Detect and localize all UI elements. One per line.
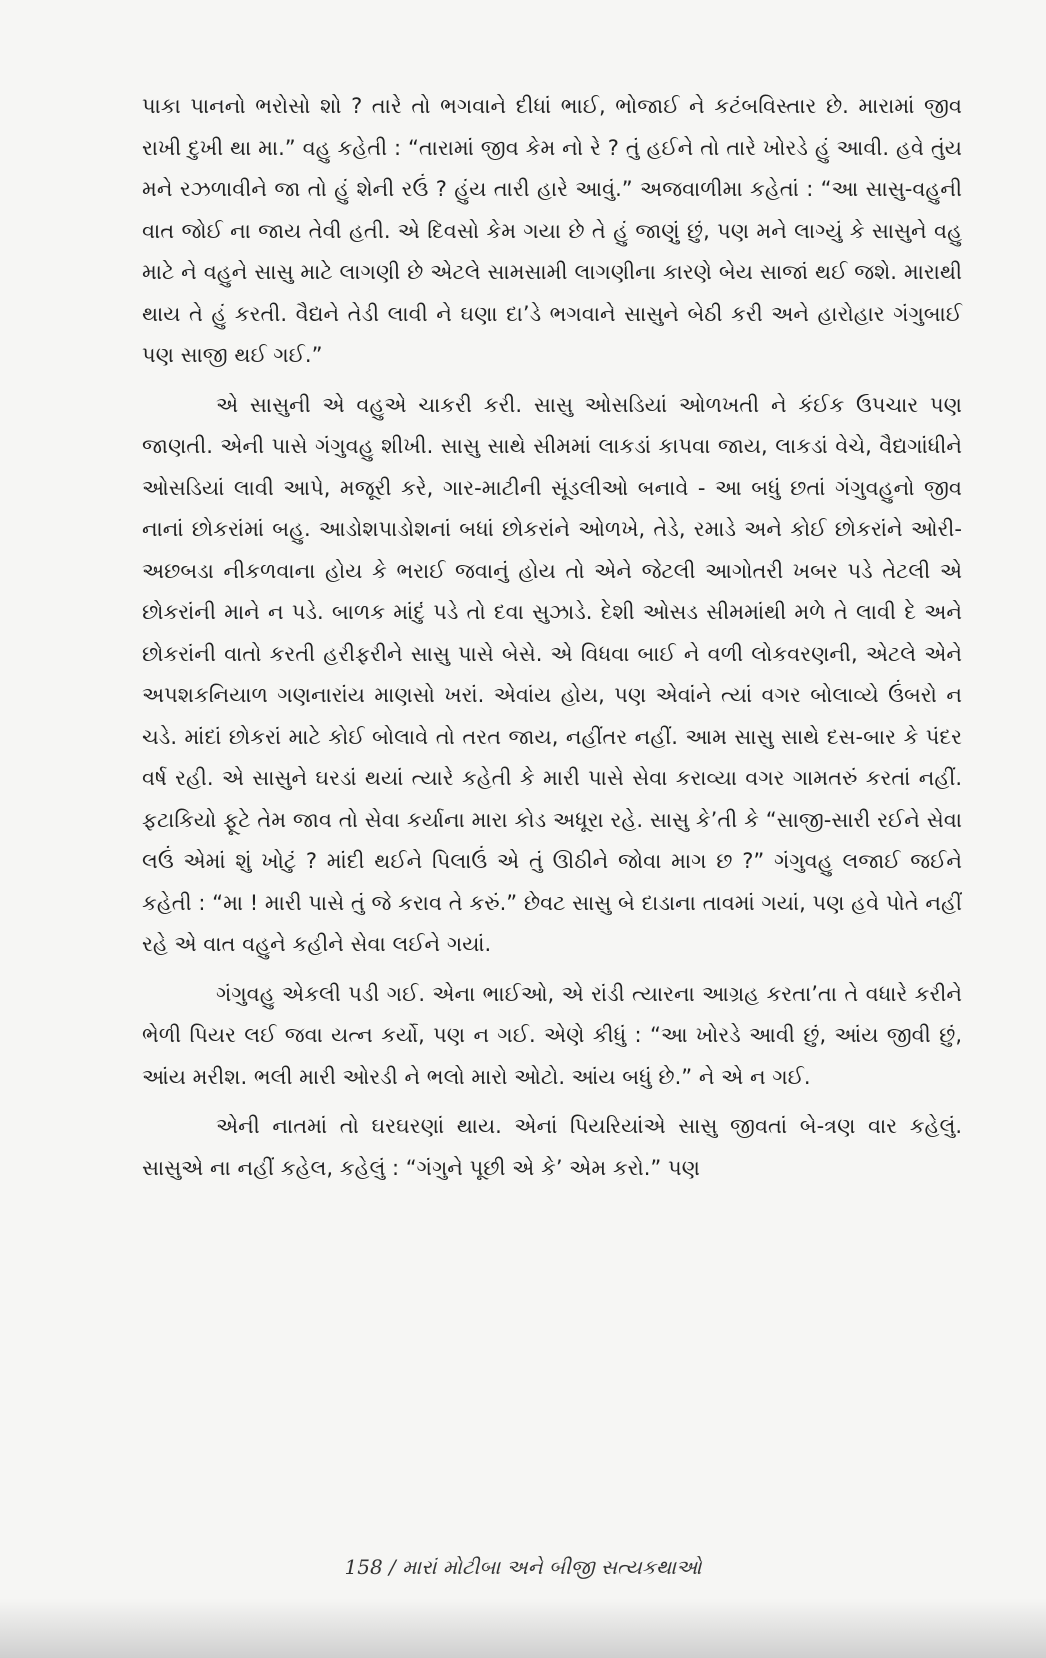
paragraph-2: એ સાસુની એ વહુએ ચાકરી કરી. સાસુ ઓસડિયાં ઓળખતી ને કંઈક ઉપચાર પણ જાણતી. એની પાસે ગંગુવહુ શીખી. સાસુ સાથે સીમમાં લાકડાં કાપવા જાય, લાકડાં વેચે, વૈદ્યગાંધીને ઓસડિયાં લાવી આપે, મજૂરી કરે, ગાર-માટીની સૂંડલીઓ બનાવે - આ બધું છતાં ગંગુવહુનો જીવ નાનાં છોકરાંમાં બહુ. આડોશપાડોશનાં બધાં છોકરાંને ઓળખે, તેડે, રમાડે અને કોઈ છોકરાંને ઓરી-અછબડા નીકળવાના હોય કે ભરાઈ જવાનું હોય તો એને જેટલી આગોતરી ખબર પડે તેટલી એ છોકરાંની માને ન પડે. બાળક માંદું પડે તો દવા સુઝાડે. દેશી ઓસડ સીમમાંથી મળે તે લાવી દે અને છોકરાંની વાતો કરતી હરીફરીને સાસુ પાસે બેસે. એ વિધવા બાઈ ને વળી લોકવરણની, એટલે એને અપશકનિયાળ ગણનારાંય માણસો ખરાં. એવાંય હોય, પણ એવાંને ત્યાં વગર બોલાવ્યે ઉંબરો ન ચડે. માંદાં છોકરાં માટે કોઈ બોલાવે તો તરત જાય, નહીંતર નહીં. આમ સાસુ સાથે દસ-બાર કે પંદર વર્ષ રહી. એ સાસુને ઘરડાં થયાં ત્યારે કહેતી કે મારી પાસે સેવા કરાવ્યા વગર ગામતરું કરતાં નહીં. ફટાકિયો ફૂટે તેમ જાવ તો સેવા કર્યાના મારા કોડ અધૂરા રહે. સાસુ કે’તી કે “સાજી-સારી રઈને સેવા લઉં એમાં શું ખોટું ? માંદી થઈને પિલાઉં એ તું ઊઠીને જોવા માગ છ ?” ગંગુવહુ લજાઈ જઈને કહેતી : “મા ! મારી પાસે તું જે કરાવ તે કરું.” છેવટ સાસુ બે દાડાના તાવમાં ગયાં, પણ હવે પોતે નહીં રહે એ વાત વહુને કહીને સેવા લઈને ગયાં. bbox=[142, 392, 962, 956]
paragraph-1: પાકા પાનનો ભરોસો શો ? તારે તો ભગવાને દીધાં ભાઈ, ભોજાઈ ને કટંબવિસ્તાર છે. મારામાં જીવ રાખી દુખી થા મા.” વહુ કહેતી : “તારામાં જીવ કેમ નો રે ? તું હઈને તો તારે ખોરડે હું આવી. હવે તુંય મને રઝળાવીને જા તો હું શેની રઉં ? હુંય તારી હારે આવું.” અજવાળીમા કહેતાં : “આ સાસુ-વહુની વાત જોઈ ના જાય તેવી હતી. એ દિવસો કેમ ગયા છે તે હું જાણું છું, પણ મને લાગ્યું કે સાસુને વહુ માટે ને વહુને સાસુ માટે લાગણી છે એટલે સામસામી લાગણીના કારણે બેય સાજાં થઈ જશે. મારાથી થાય તે હું કરતી. વૈદ્યને તેડી લાવી ને ઘણા દા’ડે ભગવાને સાસુને બેઠી કરી અને હારોહાર ગંગુબાઈ પણ સાજી થઈ ગઈ.” bbox=[142, 94, 962, 367]
paragraph-3: ગંગુવહુ એકલી પડી ગઈ. એના ભાઈઓ, એ રાંડી ત્યારના આગ્રહ કરતા’તા તે વધારે કરીને ભેળી પિયર લઈ જવા યત્ન કર્યો, પણ ન ગઈ. એણે કીધું : “આ ખોરડે આવી છું, આંય જીવી છું, આંય મરીશ. ભલી મારી ઓરડી ને ભલો મારો ઓટો. આંય બધું છે.” ને એ ન ગઈ. bbox=[142, 981, 962, 1089]
page-footer: 158 / મારાં મોટીબા અને બીજી સત્યકથાઓ bbox=[344, 1555, 702, 1579]
paragraph-4: એની નાતમાં તો ઘરઘરણાં થાય. એનાં પિયરિયાંએ સાસુ જીવતાં બે-ત્રણ વાર કહેલું. સાસુએ ના નહીં કહેલ, કહેલું : “ગંગુને પૂછી એ કે’ એમ કરો.” પણ bbox=[142, 1114, 962, 1180]
body-text bbox=[142, 86, 962, 1189]
